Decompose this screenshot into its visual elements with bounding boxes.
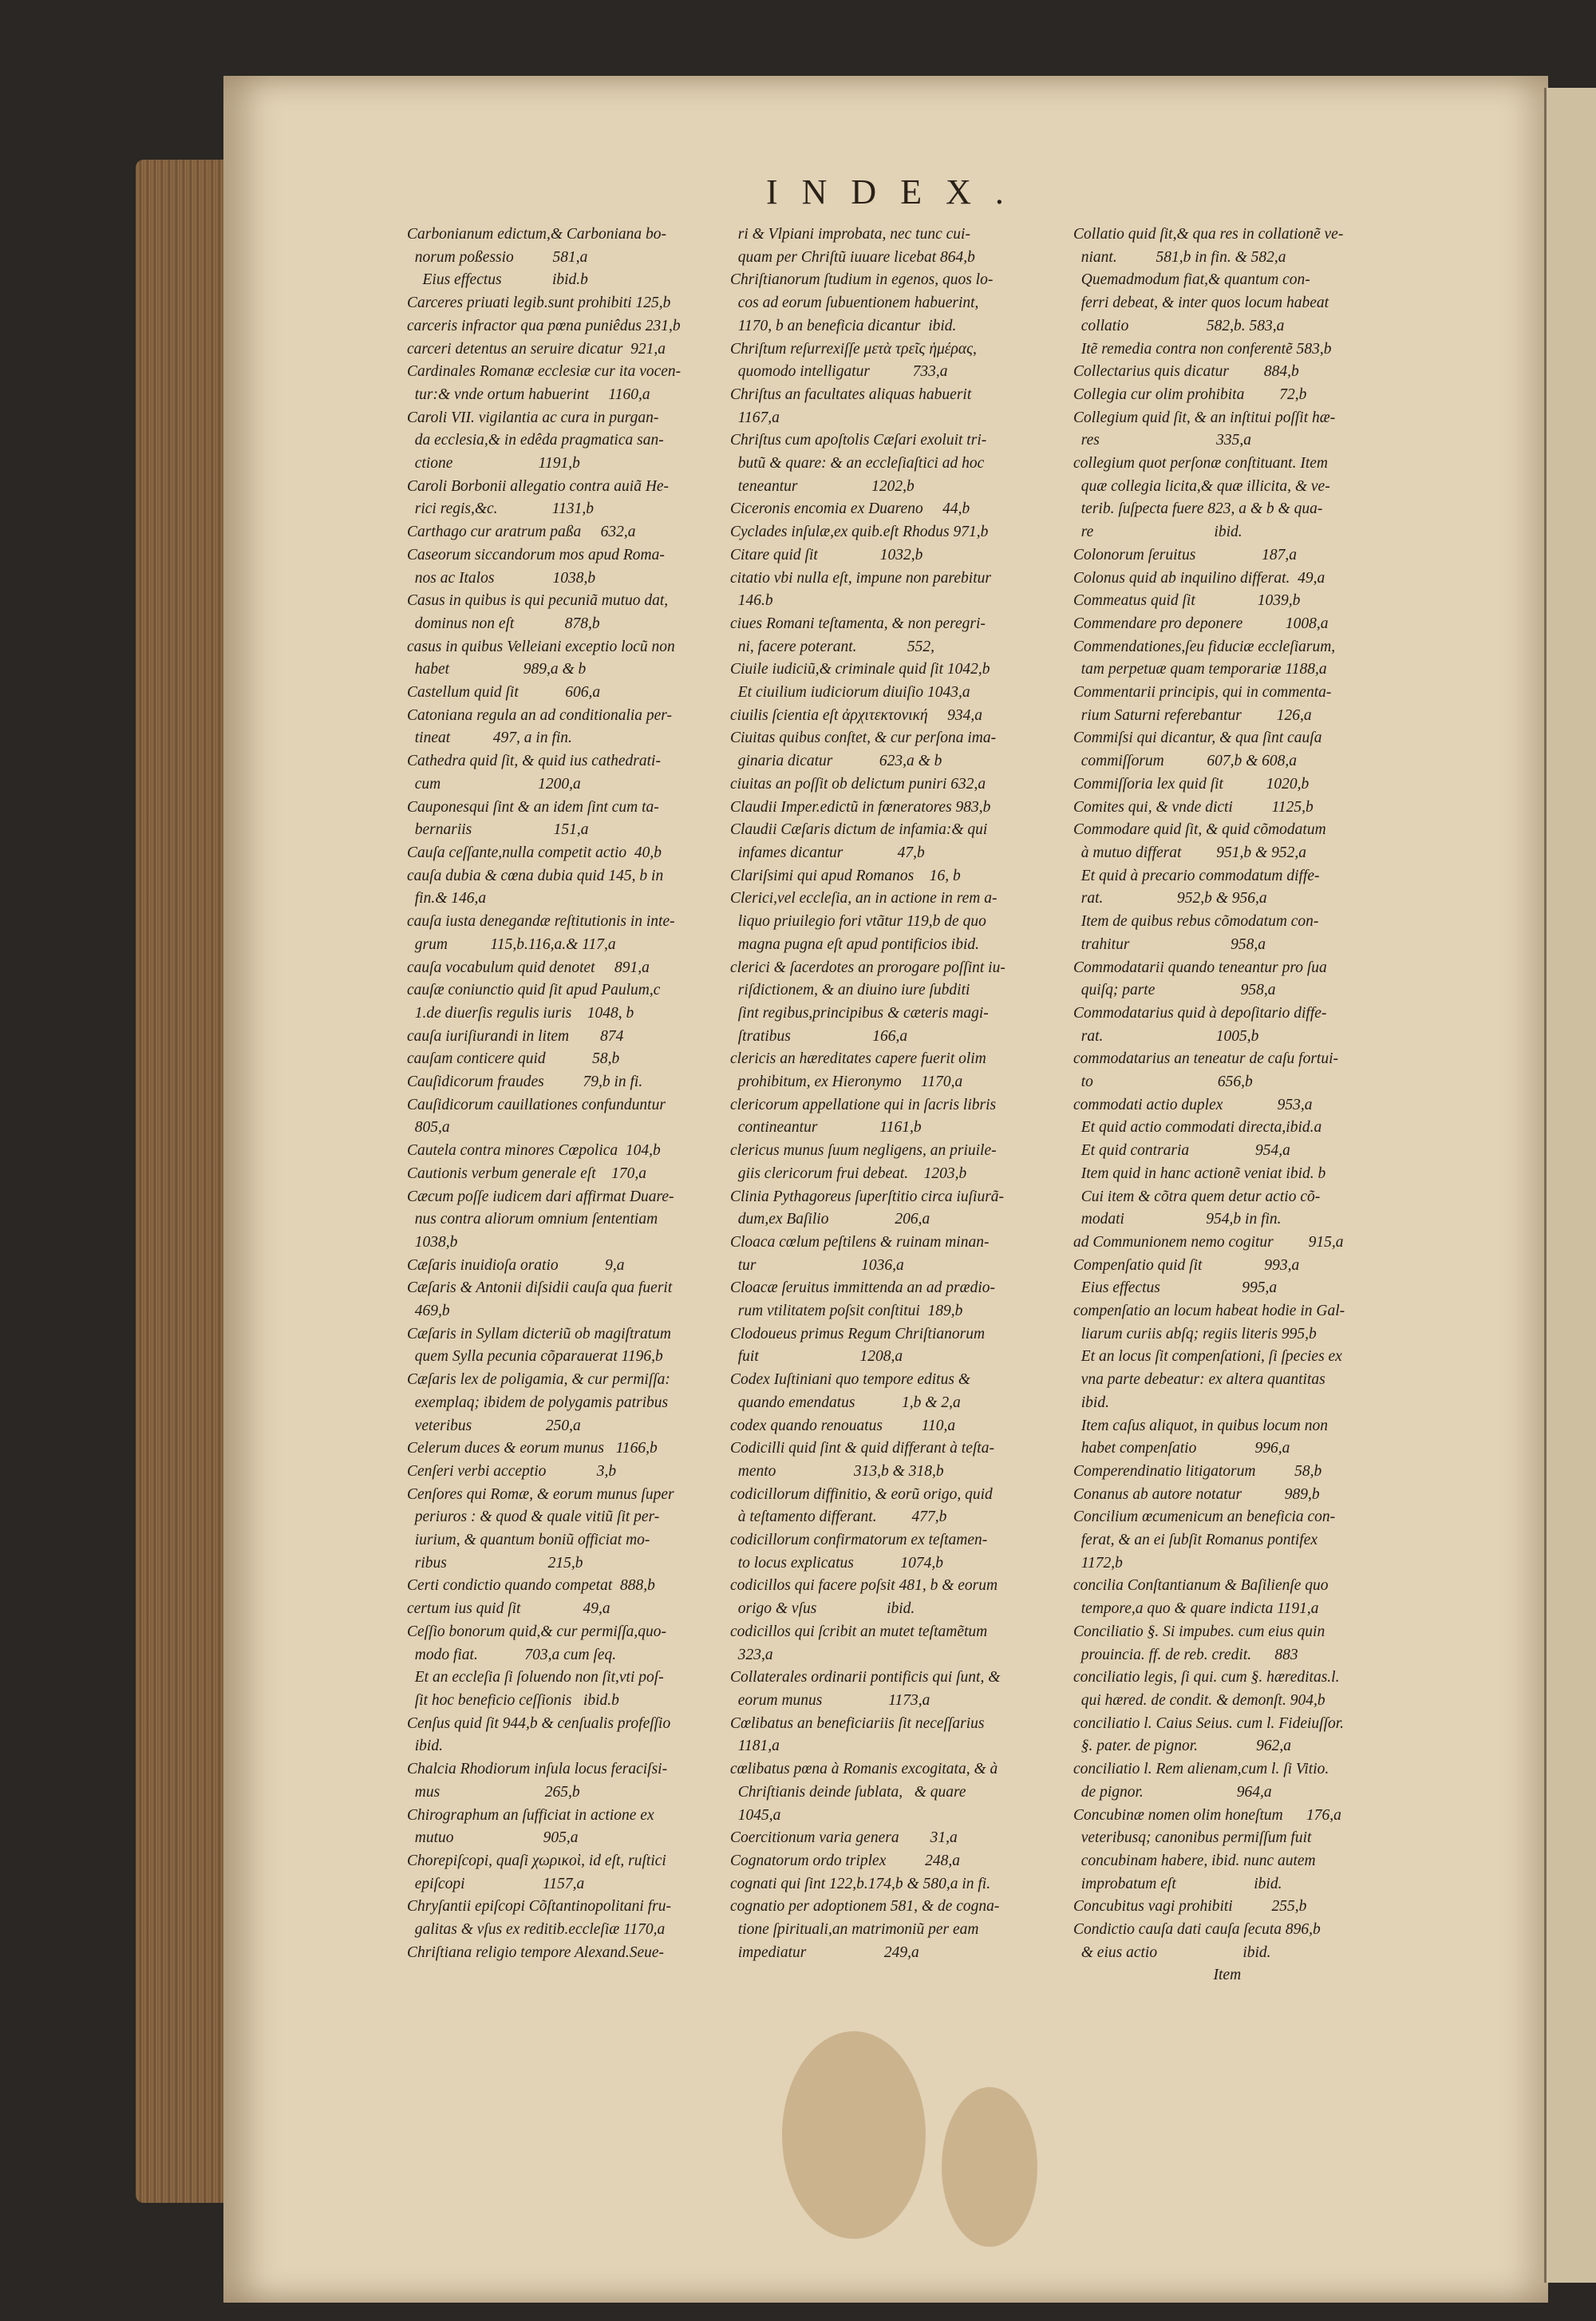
index-entry-line: Cæcum poſſe iudicem dari affirmat Duare- [407, 1188, 674, 1205]
index-entry-line: Chriſtum reſurrexiſſe μετὰ τρεῖς ἡμέρας, [730, 340, 977, 358]
index-entry-line: Collatio quid ſit,& qua res in collationẽ ve- [1073, 226, 1344, 243]
index-entry-line: mus 265,b [407, 1783, 580, 1801]
index-entry-line: codex quando renouatus 110,a [730, 1417, 956, 1434]
index-entry-line: 1038,b [407, 1233, 458, 1251]
index-entry-line: Codicilli quid ſint & quid differant à teſta- [730, 1440, 994, 1457]
column-lines [407, 223, 758, 1964]
index-entry-line: Castellum quid ſit 606,a [407, 684, 601, 702]
index-entry-line: & eius actio ibid. [1073, 1943, 1271, 1961]
index-entry-line: eorum munus 1173,a [730, 1692, 930, 1709]
index-entry-line: conciliatio legis, ſi qui. cum §. hæreditas.l. [1073, 1669, 1340, 1686]
index-entry-line: rici regis,&c. 1131,b [407, 500, 594, 518]
index-column-1 [407, 223, 758, 1964]
index-entry-line: Chorepiſcopi, quaſi χωρικοὶ, id eſt, ruſtici [407, 1852, 666, 1869]
index-entry-line: Chalcia Rhodiorum inſula locus feraciſsi- [407, 1761, 668, 1778]
index-entry-line: rium Saturni referebantur 126,a [1073, 706, 1312, 724]
index-entry-line: Concubinæ nomen olim honeſtum 176,a [1073, 1806, 1341, 1824]
index-entry-line: Commendare pro deponere 1008,a [1073, 615, 1329, 632]
index-entry-line: veteribusq; canonibus permiſſum fuit [1073, 1829, 1312, 1847]
index-column-2 [730, 223, 1081, 1964]
index-entry-line: niant. 581,b in fin. & 582,a [1073, 248, 1286, 266]
index-entry-line: cauſam conticere quid 58,b [407, 1050, 620, 1068]
index-entry-line: Colonus quid ab inquilino differat. 49,a [1073, 569, 1325, 587]
index-entry-line: citatio vbi nulla eſt, impune non parebitur [730, 569, 991, 587]
index-entry-line: butũ & quare: & an eccleſiaſtici ad hoc [730, 455, 985, 473]
index-entry-line: Et ciuilium iudiciorum diuiſio 1043,a [730, 684, 970, 702]
index-entry-line: Citare quid ſit 1032,b [730, 546, 923, 563]
facing-page-edge [1544, 88, 1596, 2283]
index-entry-line: ctione 1191,b [407, 455, 580, 473]
index-entry-line: nus contra aliorum omnium ſententiam [407, 1211, 658, 1228]
index-entry-line: Clinia Pythagoreus ſuperſtitio circa iuſiurã- [730, 1188, 1005, 1205]
water-stain [942, 2087, 1037, 2247]
index-entry-line: Conanus ab autore notatur 989,b [1073, 1485, 1320, 1503]
index-entry-line: carceris infractor qua pœna puniêdus 231,b [407, 317, 681, 334]
index-entry-line: ciues Romani teſtamenta, & non peregri- [730, 615, 986, 632]
index-entry-line: ferat, & an ei ſubſit Romanus pontifex [1073, 1532, 1318, 1549]
index-entry-line: Ciuile iudiciũ,& criminale quid ſit 1042,b [730, 661, 990, 678]
index-entry-line: Et quid contraria 954,a [1073, 1142, 1290, 1160]
column-lines [730, 223, 1081, 1964]
index-entry-line: Commodatarius quid à depoſitario diffe- [1073, 1004, 1327, 1022]
index-entry-line: Codex Iuſtiniani quo tempore editus & [730, 1371, 970, 1389]
index-entry-line: iurium, & quantum boniũ officiat mo- [407, 1532, 650, 1549]
index-entry-line: re ibid. [1073, 524, 1242, 541]
index-entry-line: ad Communionem nemo cogitur 915,a [1073, 1233, 1344, 1251]
index-entry-line: terib. ſuſpecta fuere 823, a & b & qua- [1073, 500, 1323, 518]
index-column-3 [1073, 223, 1408, 1987]
index-entry-line: Clodoueus primus Regum Chriſtianorum [730, 1325, 986, 1342]
index-entry-line: Collegium quid ſit, & an inſtitui poſſit hæ- [1073, 409, 1336, 426]
index-entry-line: Commendationes,ſeu fiduciæ eccleſiarum, [1073, 638, 1336, 655]
index-entry-line: mento 313,b & 318,b [730, 1462, 944, 1480]
index-entry-line: 146.b [730, 592, 773, 610]
index-entry-line: carceri detentus an seruire dicatur 921,a [407, 340, 666, 358]
index-entry-line: prouincia. ff. de reb. credit. 883 [1073, 1646, 1298, 1663]
index-entry-line: cœlibatus pœna à Romanis excogitata, & à [730, 1761, 998, 1778]
index-entry-line: Cathedra quid ſit, & quid ius cathedrati- [407, 753, 661, 770]
index-entry-line: Collectarius quis dicatur 884,b [1073, 363, 1299, 381]
index-entry-line: Et quid à precario commodatum diffe- [1073, 867, 1320, 884]
index-entry-line: liquo priuilegio fori vtãtur 119,b de quo [730, 913, 986, 931]
index-entry-line: cognati qui ſint 122,b.174,b & 580,a in fi. [730, 1875, 991, 1892]
index-entry-line: quomodo intelligatur 733,a [730, 363, 948, 381]
index-entry-line: impediatur 249,a [730, 1943, 919, 1961]
index-entry-line: Collaterales ordinarii pontificis qui ſunt, & [730, 1669, 1001, 1686]
index-entry-line: Cæſaris & Antonii diſsidii cauſa qua fuerit [407, 1279, 673, 1297]
index-entry-line: rum vtilitatem poſsit conſtitui 189,b [730, 1303, 963, 1320]
index-entry-line: riſdictionem, & an diuino iure ſubditi [730, 982, 970, 999]
index-entry-line: Cautela contra minores Cœpolica 104,b [407, 1142, 661, 1160]
index-entry-line: teneantur 1202,b [730, 477, 915, 495]
index-entry-line: 1045,a [730, 1806, 781, 1824]
index-entry-line: Casus in quibus is qui pecuniã mutuo dat, [407, 592, 669, 610]
index-entry-line: de pignor. 964,a [1073, 1783, 1272, 1801]
index-entry-line: veteribus 250,a [407, 1417, 581, 1434]
index-entry-line: galitas & vſus ex reditib.eccleſiæ 1170,a [407, 1921, 666, 1939]
index-entry-line: Cyclades inſulæ,ex quib.eſt Rhodus 971,b [730, 524, 989, 541]
index-entry-line: conciliatio l. Rem alienam,cum l. ſi Vitio. [1073, 1761, 1329, 1778]
index-entry-line: Caroli Borbonii allegatio contra auiã He- [407, 477, 670, 495]
index-entry-line: ciuitas an poſſit ob delictum puniri 632,a [730, 775, 986, 793]
index-entry-line: Commodare quid ſit, & quid cõmodatum [1073, 821, 1326, 839]
index-entry-line: Commiſſoria lex quid ſit 1020,b [1073, 775, 1310, 793]
index-entry-line: 469,b [407, 1303, 450, 1320]
index-entry-line: ribus 215,b [407, 1554, 583, 1572]
index-entry-line: codicillorum confirmatorum ex teſtamen- [730, 1532, 988, 1549]
index-entry-line: Chriſtianis deinde ſublata, & quare [730, 1783, 966, 1801]
index-entry-line: prohibitum, ex Hieronymo 1170,a [730, 1074, 963, 1091]
index-entry-line: commodatarius an teneatur de caſu fortui- [1073, 1050, 1339, 1068]
index-entry-line: Item quid in hanc actionẽ veniat ibid. b [1073, 1164, 1326, 1182]
index-entry-line: Condictio cauſa dati cauſa ſecuta 896,b [1073, 1921, 1321, 1939]
index-entry-line: Coercitionum varia genera 31,a [730, 1829, 958, 1847]
index-entry-line: mutuo 905,a [407, 1829, 579, 1847]
index-entry-line: dominus non eſt 878,b [407, 615, 600, 632]
index-entry-line: Et an locus ſit compenſationi, ſi ſpecies ex [1073, 1348, 1342, 1366]
index-entry-line: Comites qui, & vnde dicti 1125,b [1073, 798, 1314, 816]
index-entry-line: improbatum eſt ibid. [1073, 1875, 1282, 1892]
index-entry-line: Cenſeri verbi acceptio 3,b [407, 1462, 617, 1480]
index-entry-line: Ciuitas quibus conſtet, & cur perſona ima- [730, 730, 997, 747]
index-entry-line: Chriſtianorum ſtudium in egenos, quos lo- [730, 271, 994, 289]
index-entry-line: quam per Chriſtũ iuuare licebat 864,b [730, 248, 975, 266]
index-entry-line: Quemadmodum fiat,& quantum con- [1073, 271, 1310, 289]
index-entry-line: qui hæred. de condit. & demonſt. 904,b [1073, 1692, 1325, 1709]
index-entry-line: Cui item & cõtra quem detur actio cõ- [1073, 1188, 1321, 1205]
index-entry-line: quæ collegia licita,& quæ illicita, & ve- [1073, 477, 1330, 495]
index-entry-line: rat. 1005,b [1073, 1027, 1259, 1045]
index-entry-line: Commentarii principis, qui in commenta- [1073, 684, 1332, 702]
index-entry-line: Clerici,vel eccleſia, an in actione in rem a- [730, 890, 998, 907]
index-entry-line: Eius effectus ibid.b [407, 271, 588, 289]
index-entry-line: ibid. [1073, 1394, 1109, 1411]
index-entry-line: Concilium œcumenicum an beneficia con- [1073, 1508, 1336, 1526]
index-entry-line: cauſa iusta denegandæ reſtitutionis in inte- [407, 913, 675, 931]
index-entry-line: Cœlibatus an beneficiariis ſit neceſſarius [730, 1714, 985, 1732]
index-entry-line: Chriſtiana religio tempore Alexand.Seue- [407, 1943, 665, 1961]
index-entry-line: res 335,a [1073, 432, 1251, 449]
index-entry-line: cos ad eorum ſubuentionem habuerint, [730, 295, 979, 312]
index-entry-line: Eius effectus 995,a [1073, 1279, 1278, 1297]
index-entry-line: §. pater. de pignor. 962,a [1073, 1738, 1291, 1755]
index-entry-line: fuit 1208,a [730, 1348, 903, 1366]
index-entry-line: Carceres priuati legib.sunt prohibiti 125,b [407, 295, 671, 312]
index-entry-line: cum 1200,a [407, 775, 581, 793]
column-lines [1073, 223, 1408, 1987]
index-entry-line: tione ſpirituali,an matrimoniũ per eam [730, 1921, 979, 1939]
index-entry-line: cognatio per adoptionem 581, & de cogna- [730, 1898, 1000, 1916]
index-entry-line: Cauſidicorum fraudes 79,b in fi. [407, 1074, 643, 1091]
index-entry-line: clericis an hæreditates capere fuerit olim [730, 1050, 986, 1068]
index-entry-line: Claudii Cæſaris dictum de infamia:& qui [730, 821, 988, 839]
index-entry-line: habet 989,a & b [407, 661, 587, 678]
index-entry-line: Conciliatio §. Si impubes. cum eius quin [1073, 1623, 1325, 1640]
index-entry-line: quem Sylla pecunia cõparauerat 1196,b [407, 1348, 663, 1366]
index-entry-line: ſtratibus 166,a [730, 1027, 908, 1045]
index-entry-line: Claudii Imper.edictũ in fœneratores 983,b [730, 798, 991, 816]
index-entry-line: ſit hoc beneficio ceſſionis ibid.b [407, 1692, 619, 1709]
index-entry-line: exemplaq; ibidem de polygamis patribus [407, 1394, 669, 1411]
index-entry-line: Chryſantii epiſcopi Cõſtantinopolitani fru- [407, 1898, 671, 1916]
index-entry-line: tineat 497, a in fin. [407, 730, 572, 747]
index-entry-line: to locus explicatus 1074,b [730, 1554, 944, 1572]
index-entry-line: Cardinales Romanæ ecclesiæ cur ita vocen- [407, 363, 681, 381]
index-entry-line: cauſa iuriſiurandi in litem 874 [407, 1027, 624, 1045]
index-entry-line: compenſatio an locum habeat hodie in Gal- [1073, 1303, 1345, 1320]
index-entry-line: codicillorum diffinitio, & eorũ origo, quid [730, 1485, 993, 1503]
index-entry-line: Ceſſio bonorum quid,& cur permiſſa,quo- [407, 1623, 666, 1640]
index-entry-line: tur:& vnde ortum habuerint 1160,a [407, 386, 650, 403]
index-entry-line: Cauſidicorum cauillationes confunduntur [407, 1096, 666, 1113]
index-entry-line: to 656,b [1073, 1074, 1253, 1091]
index-entry-line: ni, facere poterant. 552, [730, 638, 934, 655]
index-entry-line: ferri debeat, & inter quos locum habeat [1073, 295, 1329, 312]
index-entry-line: origo & vſus ibid. [730, 1600, 915, 1618]
index-entry-line: ſint regibus,principibus & cæteris magi- [730, 1004, 989, 1022]
index-entry-line: 1170, b an beneficia dicantur ibid. [730, 317, 957, 334]
index-entry-line: Cognatorum ordo triplex 248,a [730, 1852, 960, 1869]
index-entry-line: infames dicantur 47,b [730, 844, 925, 861]
index-entry-line: Colonorum ſeruitus 187,a [1073, 546, 1298, 563]
index-entry-line: codicillos qui facere poſsit 481, b & eorum [730, 1577, 998, 1595]
index-entry-line: 1181,a [730, 1738, 780, 1755]
index-entry-line: giis clericorum frui debeat. 1203,b [730, 1164, 967, 1182]
index-entry-line: Caseorum siccandorum mos apud Roma- [407, 546, 665, 563]
index-entry-line: magna pugna eſt apud pontificios ibid. [730, 935, 979, 953]
index-entry-line: Item [1073, 1967, 1242, 1984]
index-entry-line: Cauſa ceſſante,nulla competit actio 40,b [407, 844, 662, 861]
index-entry-line: ciuilis ſcientia eſt ἀρχιτεκτονική 934,a [730, 706, 982, 724]
index-entry-line: Cæſaris inuidioſa oratio 9,a [407, 1256, 625, 1274]
index-entry-line: Commodatarii quando teneantur pro ſua [1073, 959, 1327, 976]
index-entry-line: cauſa vocabulum quid denotet 891,a [407, 959, 650, 976]
index-entry-line: clericorum appellatione qui in ſacris libris [730, 1096, 997, 1113]
index-entry-line: commodati actio duplex 953,a [1073, 1096, 1313, 1113]
index-entry-line: nos ac Italos 1038,b [407, 569, 596, 587]
index-entry-line: Itẽ remedia contra non conferentẽ 583,b [1073, 340, 1332, 358]
index-entry-line: bernariis 151,a [407, 821, 589, 839]
index-entry-line: tam perpetuæ quam temporariæ 1188,a [1073, 661, 1327, 678]
index-entry-line: commiſſorum 607,b & 608,a [1073, 753, 1298, 770]
index-entry-line: Cenſores qui Romæ, & eorum munus ſuper [407, 1485, 674, 1503]
index-entry-line: tempore,a quo & quare indicta 1191,a [1073, 1600, 1319, 1618]
index-entry-line: quando emendatus 1,b & 2,a [730, 1394, 961, 1411]
index-entry-line: Clariſsimi qui apud Romanos 16, b [730, 867, 961, 884]
index-entry-line: periuros : & quod & quale vitiũ ſit per- [407, 1508, 660, 1526]
index-entry-line: 1172,b [1073, 1554, 1123, 1572]
index-entry-line: codicillos qui ſcribit an mutet teſtamẽtum [730, 1623, 988, 1640]
index-entry-line: 1.de diuerſis regulis iuris 1048, b [407, 1004, 634, 1022]
index-entry-line: modo fiat. 703,a cum ſeq. [407, 1646, 617, 1663]
index-entry-line: Chriſtus an facultates aliquas habuerit [730, 386, 972, 403]
index-entry-line: certum ius quid ſit 49,a [407, 1600, 610, 1618]
index-entry-line: à teſtamento differant. 477,b [730, 1508, 947, 1526]
index-entry-line: concilia Conſtantianum & Baſilienſe quo [1073, 1577, 1329, 1595]
index-entry-line: liarum curiis abſq; regiis literis 995,b [1073, 1325, 1317, 1342]
index-entry-line: Concubitus vagi prohibiti 255,b [1073, 1898, 1307, 1916]
index-entry-line: Certi condictio quando competat 888,b [407, 1577, 655, 1595]
index-entry-line: Cenſus quid ſit 944,b & cenſualis profeſſio [407, 1714, 671, 1732]
index-entry-line: Caroli VII. vigilantia ac cura in purgan- [407, 409, 659, 426]
index-entry-line: cauſa dubia & cœna dubia quid 145, b in [407, 867, 664, 884]
index-entry-line: à mutuo differat 951,b & 952,a [1073, 844, 1306, 861]
index-entry-line: clerici & ſacerdotes an prorogare poſſint iu- [730, 959, 1005, 976]
index-entry-line: collatio 582,b. 583,a [1073, 317, 1285, 334]
index-entry-line: conciliatio l. Caius Seius. cum l. Fideiuſſor. [1073, 1714, 1345, 1732]
index-entry-line: Catoniana regula an ad conditionalia per- [407, 706, 672, 724]
index-entry-line: fin.& 146,a [407, 890, 487, 907]
index-entry-line: Cloacæ ſeruitus immittenda an ad prædio- [730, 1279, 996, 1297]
index-entry-line: ginaria dicatur 623,a & b [730, 753, 942, 770]
index-entry-line: Item de quibus rebus cõmodatum con- [1073, 913, 1319, 931]
index-entry-line: Chirographum an ſufficiat in actione ex [407, 1806, 654, 1824]
index-entry-line: clericus munus ſuum negligens, an priuile- [730, 1142, 997, 1160]
index-entry-line: Compenſatio quid ſit 993,a [1073, 1256, 1300, 1274]
index-entry-line: habet compenſatio 996,a [1073, 1440, 1290, 1457]
index-entry-line: casus in quibus Velleiani exceptio locũ non [407, 638, 675, 655]
index-entry-line: epiſcopi 1157,a [407, 1875, 585, 1892]
index-entry-line: norum poßessio 581,a [407, 248, 588, 266]
index-entry-line: cauſæ coniunctio quid ſit apud Paulum,c [407, 982, 661, 999]
index-entry-line: vna parte debeatur: ex altera quantitas [1073, 1371, 1325, 1389]
index-entry-line: Et quid actio commodati directa,ibid.a [1073, 1119, 1322, 1137]
index-entry-line: trahitur 958,a [1073, 935, 1266, 953]
index-entry-line: concubinam habere, ibid. nunc autem [1073, 1852, 1316, 1869]
index-entry-line: grum 115,b.116,a.& 117,a [407, 935, 616, 953]
index-entry-line: Carbonianum edictum,& Carboniana bo- [407, 226, 666, 243]
index-entry-line: quiſq; parte 958,a [1073, 982, 1276, 999]
index-entry-line: collegium quot perſonæ conſtituant. Item [1073, 455, 1328, 473]
index-entry-line: da ecclesia,& in edêda pragmatica san- [407, 432, 664, 449]
index-entry-line: Cauponesqui ſint & an idem ſint cum ta- [407, 798, 659, 816]
index-entry-line: Cloaca cœlum peſtilens & ruinam minan- [730, 1233, 990, 1251]
index-entry-line: Commiſsi qui dicantur, & qua ſint cauſa [1073, 730, 1322, 747]
index-entry-line: modati 954,b in fin. [1073, 1211, 1282, 1228]
index-entry-line: rat. 952,b & 956,a [1073, 890, 1267, 907]
index-entry-line: ri & Vlpiani improbata, nec tunc cui- [730, 226, 970, 243]
index-entry-line: Carthago cur aratrum paßa 632,a [407, 524, 636, 541]
index-entry-line: Cæſaris in Syllam dicteriũ ob magiſtratum [407, 1325, 671, 1342]
index-entry-line: Item caſus aliquot, in quibus locum non [1073, 1417, 1329, 1434]
water-stain [782, 2031, 926, 2239]
index-entry-line: Et an eccleſia ſi ſoluendo non ſit,vti poſ- [407, 1669, 664, 1686]
index-entry-line: Comperendinatio litigatorum 58,b [1073, 1462, 1322, 1480]
index-entry-line: Cæſaris lex de poligamia, & cur permiſſa: [407, 1371, 670, 1389]
index-entry-line: 323,a [730, 1646, 773, 1663]
index-entry-line: Commeatus quid ſit 1039,b [1073, 592, 1301, 610]
index-entry-line: 805,a [407, 1119, 450, 1137]
index-entry-line: dum,ex Baſilio 206,a [730, 1211, 930, 1228]
index-entry-line: contineantur 1161,b [730, 1119, 922, 1137]
index-entry-line: Cautionis verbum generale eſt 170,a [407, 1164, 647, 1182]
index-entry-line: Chriſtus cum apoſtolis Cæſari exoluit tri- [730, 432, 987, 449]
page-header: INDEX. [766, 172, 1028, 212]
index-entry-line: Collegia cur olim prohibita 72,b [1073, 386, 1307, 403]
index-entry-line: tur 1036,a [730, 1256, 904, 1274]
index-entry-line: Celerum duces & eorum munus 1166,b [407, 1440, 658, 1457]
index-entry-line: 1167,a [730, 409, 780, 426]
index-entry-line: ibid. [407, 1738, 443, 1755]
index-entry-line: Ciceronis encomia ex Duareno 44,b [730, 500, 970, 518]
